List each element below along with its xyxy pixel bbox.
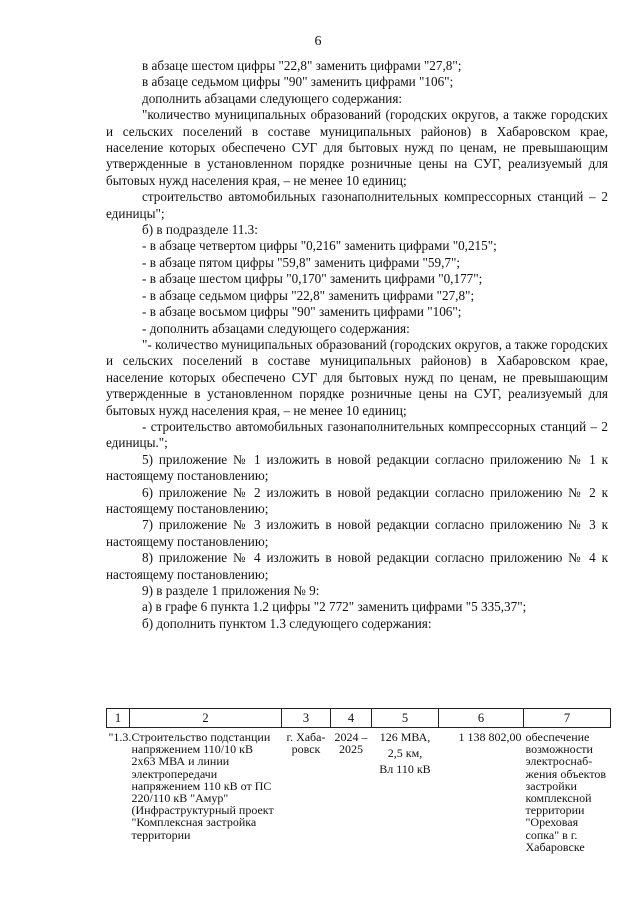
paragraph: а) в графе 6 пункта 1.2 цифры "2 772" заменить цифрами "5 335,37"; (142, 599, 527, 615)
paragraph: - в абзаце седьмом цифры "22,8" заменить цифрами "27,8"; (142, 287, 475, 303)
capacity-line: Вл 110 кВ (379, 762, 431, 777)
capacity-line: 2,5 км, (387, 746, 423, 761)
paragraph: "количество муниципальных образований (городских округов, а также городских и сельских поселений в составе муниципальных районов) в Хабаровском крае, население которых обеспечено СУГ для бытовых нужд по ценам, не превышающим утвержденные в установленном порядке розничные цены на СУГ, реализуемый для бытовых нужд населения края, – не менее 10 единиц; (106, 107, 608, 188)
cell-location: г. Хаба-ровск (286, 730, 326, 757)
paragraph: в абзаце шестом цифры "22,8" заменить цифрами "27,8"; (142, 58, 462, 73)
document-body (106, 58, 608, 632)
cell-cost: 1 138 802,00 (458, 730, 522, 744)
paragraph: 6) приложение № 2 изложить в новой редакции согласно приложению № 2 к настоящему постановлению; (106, 484, 608, 516)
col-header-5: 5 (372, 709, 439, 728)
table-header-row (107, 709, 611, 728)
paragraph: - дополнить абзацами следующего содержания: (142, 320, 410, 336)
paragraph: в абзаце седьмом цифры "90" заменить цифрами "106"; (142, 74, 454, 90)
paragraph: 5) приложение № 1 изложить в новой редакции согласно приложению № 1 к настоящему постановлению; (106, 451, 608, 484)
paragraph: б) дополнить пунктом 1.3 следующего содержания: (142, 615, 432, 631)
col-header-2: 2 (130, 709, 282, 728)
col-header-7: 7 (524, 709, 611, 728)
paragraph: - в абзаце шестом цифры "0,170" заменить цифрами "0,177"; (142, 271, 483, 287)
paragraph: 8) приложение № 4 изложить в новой редакции согласно приложению № 4 к настоящему постановлению; (106, 550, 608, 582)
paragraph: 7) приложение № 3 изложить в новой редакции согласно приложению № 3 к настоящему постановлению; (106, 517, 608, 549)
cell-object-name: Строительство подстанции напряжением 110/10 кВ 2х63 МВА и линии электропередачи напряжением 110 кВ от ПС 220/110 кВ "Амур" (Инфраструктурный проект "Комплексная застройка территории (131, 730, 274, 842)
paragraph: б) в подразделе 11.3: (142, 222, 258, 238)
cell-purpose: обеспечение возможности электроснаб-жения объектов застройки комплексной территории "Ореховая сопка" в г. Хабаровске (525, 730, 607, 854)
paragraph: - в абзаце восьмом цифры "90" заменить цифрами "106"; (142, 304, 462, 320)
cell-capacity (372, 728, 439, 868)
paragraph: строительство автомобильных газонаполнительных компрессорных станций – 2 единицы"; (106, 189, 608, 221)
col-header-1: 1 (107, 709, 130, 728)
paragraph: 9) в разделе 1 приложения № 9: (142, 583, 320, 598)
page-number: 6 (314, 34, 322, 49)
col-header-4: 4 (331, 709, 372, 728)
amendment-table (106, 708, 611, 867)
cell-years: 2024 – 2025 (334, 730, 368, 757)
capacity-line: 126 МВА, (379, 730, 431, 744)
col-header-3: 3 (282, 709, 331, 728)
table-row (107, 728, 611, 868)
col-header-6: 6 (439, 709, 524, 728)
paragraph: "- количество муниципальных образований (городских округов, а также городских и сельских поселений в составе муниципальных районов) в Хабаровском крае, население которых обеспечено СУГ для бытовых нужд по ценам, не превышающим утвержденные в установленном порядке розничные цены на СУГ, реализуемый для бытовых нужд населения края, – не менее 10 единиц; (106, 336, 608, 418)
paragraph: - строительство автомобильных газонаполнительных компрессорных станций – 2 единицы."; (106, 418, 608, 451)
paragraph: - в абзаце пятом цифры "59,8" заменить цифрами "59,7"; (142, 254, 461, 270)
paragraph: дополнить абзацами следующего содержания: (142, 90, 403, 106)
cell-item-number: "1.3. (108, 730, 132, 744)
paragraph: - в абзаце четвертом цифры "0,216" заменить цифрами "0,215"; (142, 238, 497, 254)
